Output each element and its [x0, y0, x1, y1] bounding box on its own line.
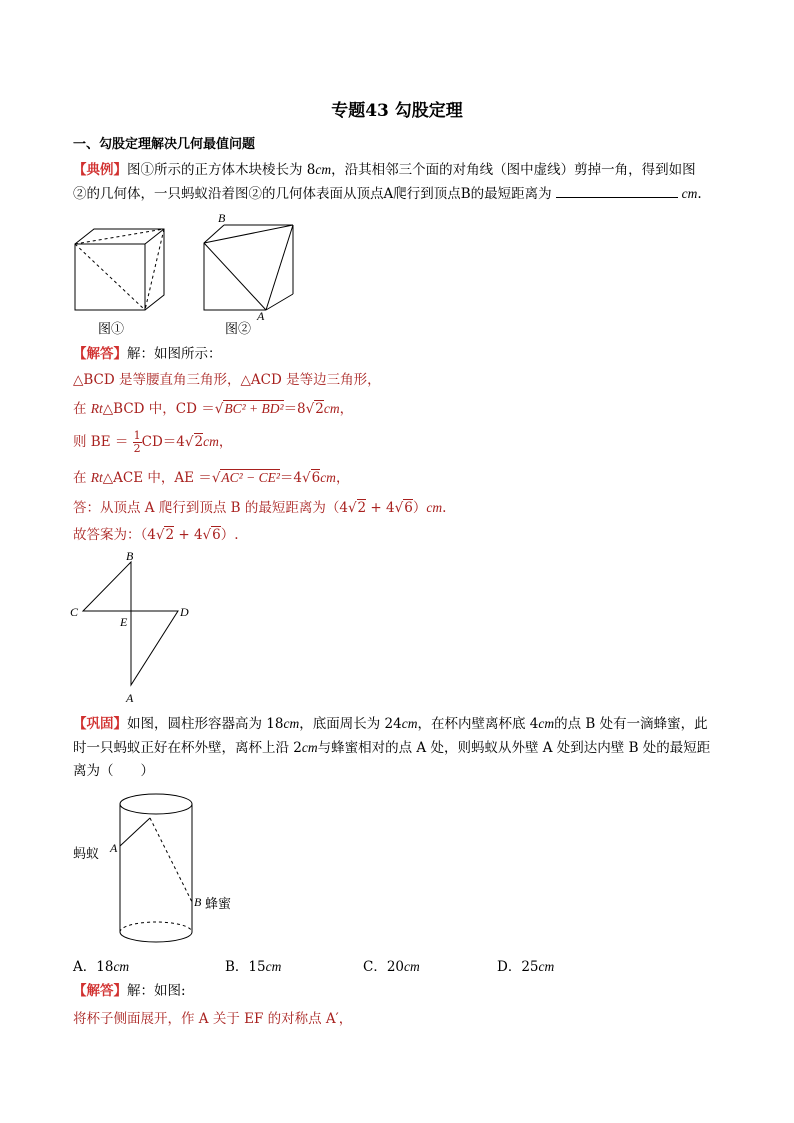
solution1-line1: △BCD 是等腰直角三角形，△ACD 是等边三角形， — [73, 372, 381, 388]
kite-label-D: D — [180, 605, 189, 619]
cylinder-outline — [120, 794, 192, 942]
cube-2-outline — [204, 225, 293, 310]
practice-label: 【巩固】 — [73, 716, 127, 732]
kite-label-A: A — [126, 691, 134, 705]
solution1-line6: 故答案为：（4√2 + 4√6）. — [73, 527, 239, 543]
option-b[interactable]: B．15cm — [225, 959, 282, 975]
solution2-label: 【解答】 — [73, 983, 127, 999]
example-label: 【典例】 — [73, 162, 127, 178]
option-d[interactable]: D．25cm — [497, 959, 555, 975]
kite-label-C: C — [70, 605, 79, 619]
cube-figure-1 — [70, 226, 170, 316]
solution2-intro: 【解答】解：如图: — [73, 983, 186, 999]
fraction-half: $\frac{1}{2}$ — [133, 429, 141, 455]
example-problem: 【典例】图①所示的正方体木块棱长为 8cm，沿其相邻三个面的对角线（图中虚线）剪掉一角，得到如图 ②的几何体，一只蚂蚁沿着图②的几何体表面从顶点A爬行到顶点B的最短距离为 cm. — [73, 162, 702, 202]
solution1-line4: 在 Rt△ACE 中，AE ＝√AC² − CE²＝4√6cm， — [73, 470, 350, 486]
cylinder-label-B: B — [194, 895, 202, 909]
practice-problem: 【巩固】如图，圆柱形容器高为 18cm，底面周长为 24cm，在杯内壁离杯底 4cm的点 B 处有一滴蜂蜜，此 时一只蚂蚁正好在杯外壁，离杯上沿 2cm与蜂蜜相对的点 A 处，则蚂蚁从外壁 A 处到达内壁 B 处的最短距 离为（ ） — [73, 716, 711, 779]
kite-diagram — [66, 548, 196, 708]
cylinder-diagram — [70, 790, 270, 950]
solution1-line5: 答：从顶点 A 爬行到顶点 B 的最短距离为（4√2 + 4√6）cm. — [73, 500, 447, 516]
option-c[interactable]: C．20cm — [363, 959, 420, 975]
kite-label-B: B — [126, 549, 134, 563]
cube-1-cut-lines — [75, 229, 164, 310]
cylinder-label-A: A — [110, 841, 118, 855]
fig2-label-A: A — [257, 309, 265, 322]
cube-figure-2 — [196, 210, 306, 322]
kite-lines — [83, 562, 178, 685]
answer-blank — [556, 183, 678, 198]
ant-label: 蚂蚁 — [73, 847, 100, 862]
solution1-line3: 则 BE ＝ $\frac{1}{2}$ CD＝4√2cm， — [73, 429, 233, 455]
solution1-intro: 【解答】解：如图所示： — [73, 346, 222, 362]
fig2-label-B: B — [218, 211, 226, 225]
fig2-caption: 图② — [225, 322, 252, 337]
page-title: 专题43 勾股定理 — [331, 101, 463, 121]
kite-label-E: E — [120, 615, 128, 629]
option-a[interactable]: A．18cm — [73, 959, 130, 975]
solution1-line2: 在 Rt△BCD 中，CD ＝√BC² + BD²＝8√2cm， — [73, 401, 354, 417]
solution1-label: 【解答】 — [73, 346, 127, 362]
section-heading: 一、勾股定理解决几何最值问题 — [73, 137, 256, 152]
honey-label: 蜂蜜 — [205, 897, 232, 912]
cube-1-outline — [75, 229, 164, 310]
fig1-caption: 图① — [98, 322, 125, 337]
solution2-line1: 将杯子侧面展开，作 A 关于 EF 的对称点 A′， — [73, 1011, 353, 1027]
